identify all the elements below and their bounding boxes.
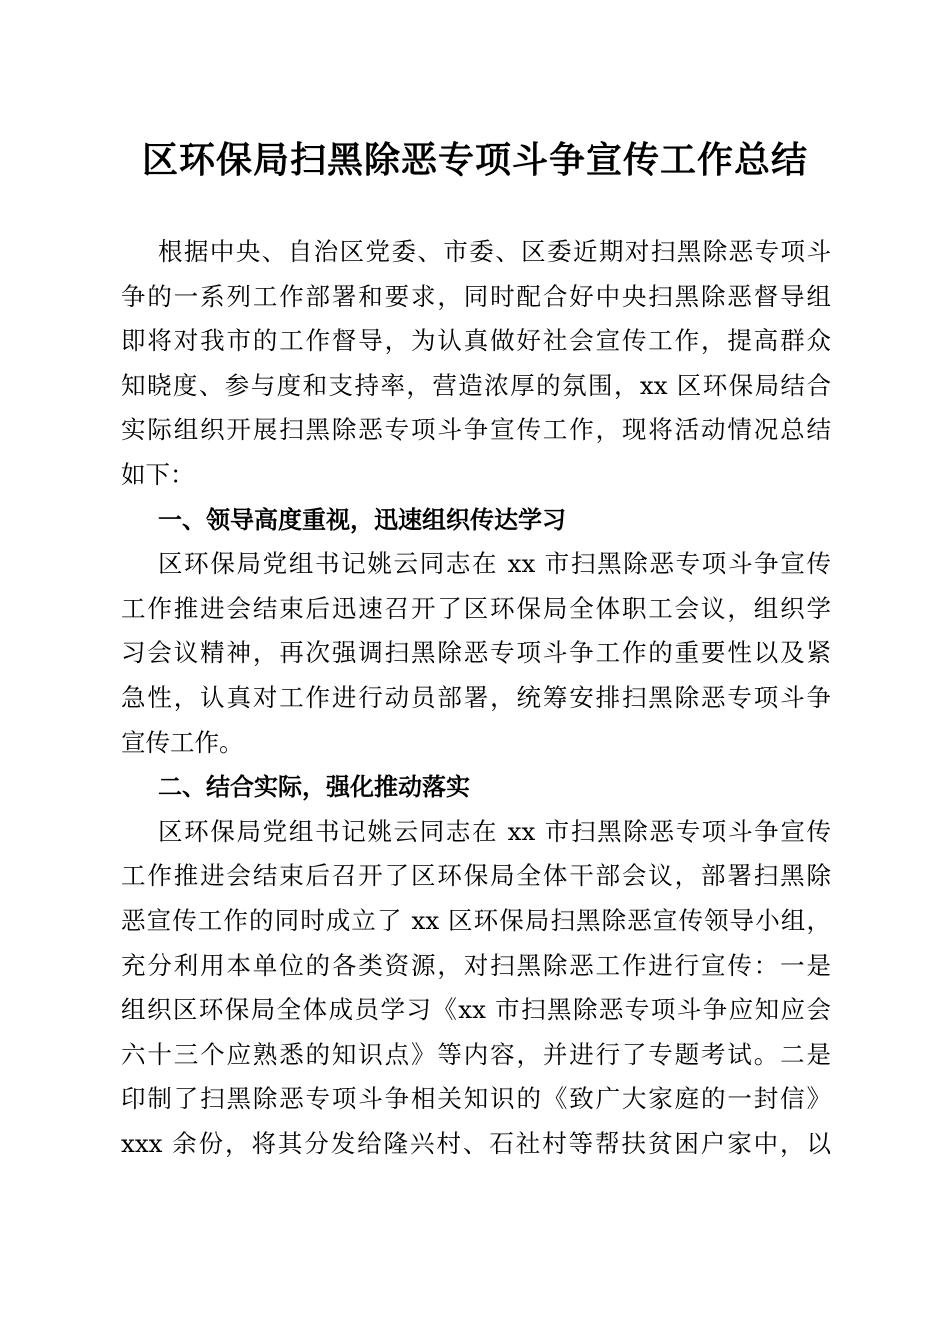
section-1-line: 工作推进会结束后迅速召开了区环保局全体职工会议，组织学: [121, 593, 831, 623]
document-body: [121, 230, 831, 1166]
section-2-line: 区环保局党组书记姚云同志在 xx 市扫黑除恶专项斗争宣传: [158, 816, 831, 846]
section-1-line: 宣传工作。: [121, 727, 244, 757]
section-2-line: 印制了扫黑除恶专项斗争相关知识的《致广大家庭的一封信》: [121, 1084, 831, 1114]
section-2-heading: 二、结合实际，强化推动落实: [158, 773, 470, 802]
section-1-line: 区环保局党组书记姚云同志在 xx 市扫黑除恶专项斗争宣传: [158, 549, 831, 579]
section-2-line: 六十三个应熟悉的知识点》等内容，并进行了专题考试。二是: [121, 1039, 831, 1069]
intro-line: 根据中央、自治区党委、市委、区委近期对扫黑除恶专项斗: [158, 237, 831, 266]
intro-line: 如下：: [121, 459, 195, 489]
section-2-line: 充分利用本单位的各类资源，对扫黑除恶工作进行宣传：一是: [121, 950, 831, 980]
section-1-line: 习会议精神，再次强调扫黑除恶专项斗争工作的重要性以及紧: [121, 638, 831, 668]
intro-line: 即将对我市的工作督导，为认真做好社会宣传工作，提高群众: [121, 326, 831, 356]
section-2-line: xxx 余份，将其分发给隆兴村、石社村等帮扶贫困户家中，以: [121, 1128, 831, 1158]
intro-line: 实际组织开展扫黑除恶专项斗争宣传工作，现将活动情况总结: [121, 415, 831, 445]
intro-line: 争的一系列工作部署和要求，同时配合好中央扫黑除恶督导组: [121, 281, 831, 311]
section-2-line: 组织区环保局全体成员学习《xx 市扫黑除恶专项斗争应知应会: [121, 995, 831, 1025]
section-1-heading: 一、领导高度重视，迅速组织传达学习: [158, 505, 566, 534]
section-1-line: 急性，认真对工作进行动员部署，统筹安排扫黑除恶专项斗争: [121, 682, 831, 712]
intro-line: 知晓度、参与度和支持率，营造浓厚的氛围，xx 区环保局结合: [121, 370, 831, 400]
section-2-line: 工作推进会结束后召开了区环保局全体干部会议，部署扫黑除: [121, 861, 831, 891]
document-title: 区环保局扫黑除恶专项斗争宣传工作总结: [141, 139, 808, 181]
section-2-line: 恶宣传工作的同时成立了 xx 区环保局扫黑除恶宣传领导小组，: [121, 905, 831, 935]
